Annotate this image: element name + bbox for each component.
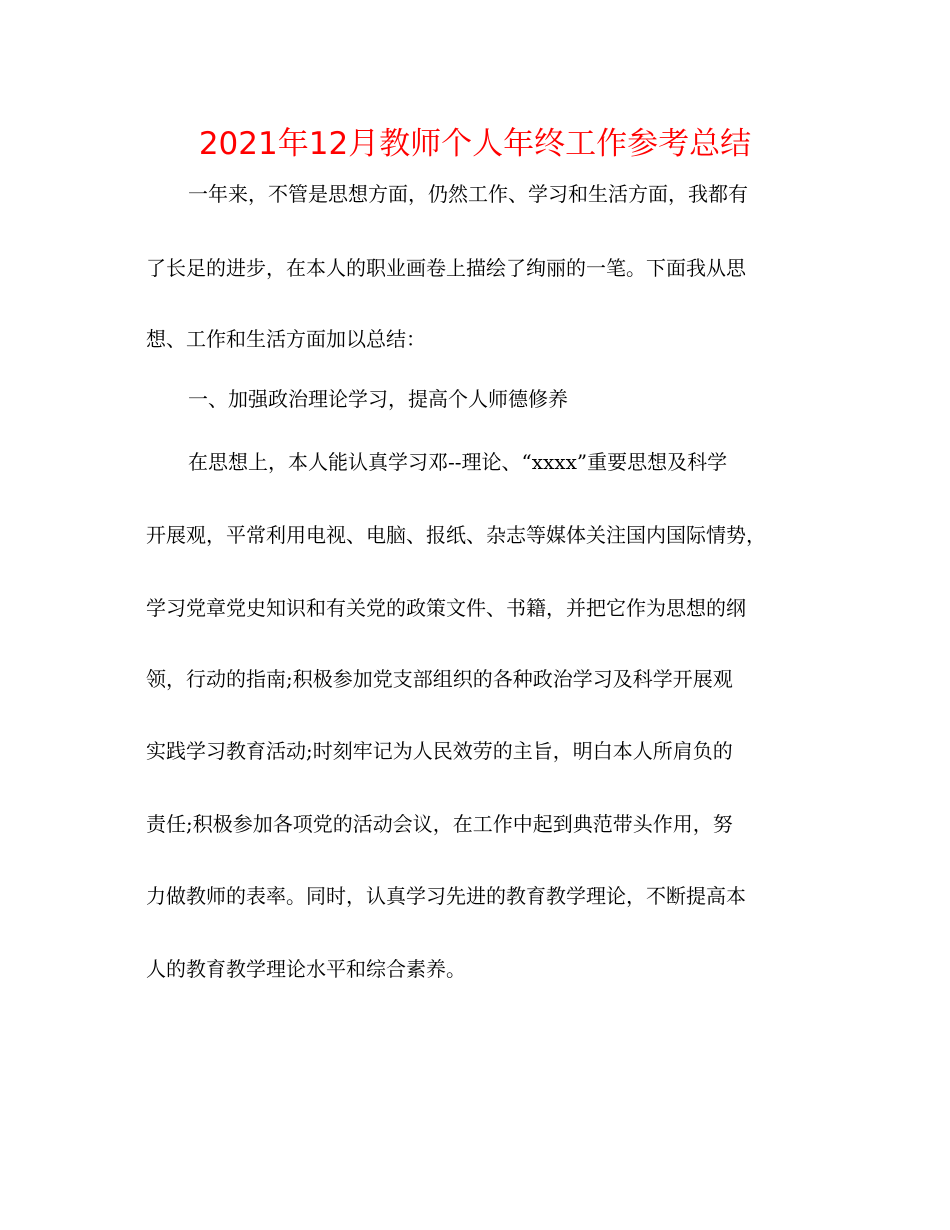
paragraph-line: 一年来，不管是思想方面，仍然工作、学习和生活方面，我都有 bbox=[188, 182, 748, 206]
paragraph-line: 实践学习教育活动;时刻牢记为人民效劳的主旨，明白本人所肩负的 bbox=[146, 739, 733, 763]
section-heading: 一、加强政治理论学习，提高个人师德修养 bbox=[188, 387, 568, 411]
paragraph-line: 开展观，平常利用电视、电脑、报纸、杂志等媒体关注国内国际情势， bbox=[146, 523, 766, 547]
document-title: 2021年12月教师个人年终工作参考总结 bbox=[198, 126, 752, 162]
paragraph-line: 领，行动的指南;积极参加党支部组织的各种政治学习及科学开展观 bbox=[146, 667, 733, 691]
paragraph-line: 责任;积极参加各项党的活动会议，在工作中起到典范带头作用，努 bbox=[146, 812, 733, 836]
paragraph-line: 了长足的进步，在本人的职业画卷上描绘了绚丽的一笔。下面我从思 bbox=[146, 256, 746, 280]
paragraph-line: 在思想上，本人能认真学习邓--理论、“xxxx”重要思想及科学 bbox=[188, 450, 728, 474]
paragraph-line: 学习党章党史知识和有关党的政策文件、书籍，并把它作为思想的纲 bbox=[146, 596, 746, 620]
paragraph-line: 人的教育教学理论水平和综合素养。 bbox=[146, 957, 466, 981]
paragraph-line: 力做教师的表率。同时，认真学习先进的教育教学理论，不断提高本 bbox=[146, 884, 746, 908]
paragraph-line: 想、工作和生活方面加以总结： bbox=[146, 327, 426, 351]
